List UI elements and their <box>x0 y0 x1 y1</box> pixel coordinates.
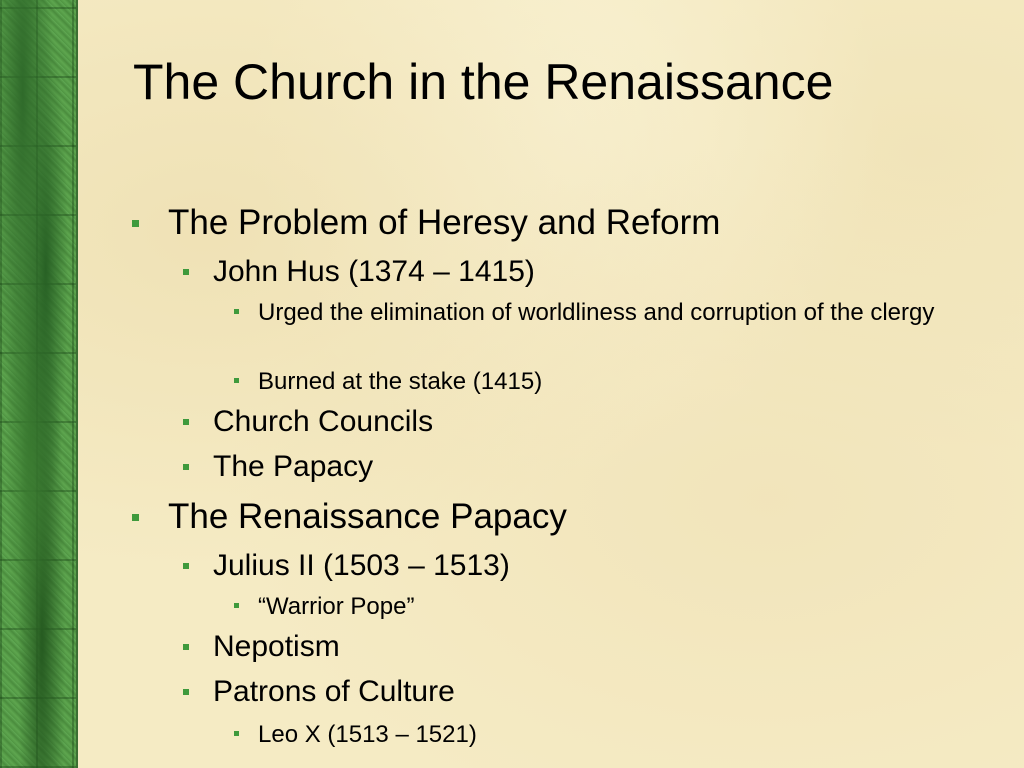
bullet-burned-at-stake <box>258 366 542 397</box>
square-bullet-icon <box>234 603 239 608</box>
bullet-warrior-pope <box>258 591 414 622</box>
square-bullet-icon <box>183 464 189 470</box>
bullet-text: Patrons of Culture <box>213 675 455 708</box>
bullet-the-papacy <box>213 449 373 485</box>
square-bullet-icon <box>183 563 189 569</box>
bullet-text: Urged the elimination of worldliness and corruption of the clergy <box>258 299 935 326</box>
square-bullet-icon <box>183 644 189 650</box>
square-bullet-icon <box>183 419 189 425</box>
square-bullet-icon <box>234 378 239 383</box>
bullet-text: John Hus (1374 – 1415) <box>213 255 535 288</box>
bullet-text: The Renaissance Papacy <box>168 497 567 536</box>
bullet-text: Leo X (1513 – 1521) <box>258 721 477 748</box>
slide-title: The Church in the Renaissance <box>133 54 834 110</box>
bullet-text: Burned at the stake (1415) <box>258 368 543 395</box>
bullet-john-hus <box>213 254 535 290</box>
square-bullet-icon <box>132 220 139 227</box>
bullet-text: “Warrior Pope” <box>258 593 415 620</box>
bullet-text: The Problem of Heresy and Reform <box>168 203 721 242</box>
bullet-heresy-and-reform <box>168 203 720 243</box>
bullet-text: Nepotism <box>213 630 340 663</box>
bullet-leo-x <box>258 719 477 750</box>
bullet-julius-ii <box>213 548 510 584</box>
bullet-patrons-of-culture <box>213 674 455 710</box>
bullet-text: Julius II (1503 – 1513) <box>213 549 510 582</box>
bullet-urged-elimination <box>258 297 993 328</box>
square-bullet-icon <box>234 731 239 736</box>
bullet-nepotism <box>213 629 340 665</box>
square-bullet-icon <box>132 514 139 521</box>
bullet-church-councils <box>213 404 433 440</box>
square-bullet-icon <box>183 689 189 695</box>
square-bullet-icon <box>234 309 239 314</box>
bullet-renaissance-papacy <box>168 497 567 537</box>
square-bullet-icon <box>183 269 189 275</box>
bullet-text: Church Councils <box>213 405 434 438</box>
bullet-text: The Papacy <box>213 450 374 483</box>
